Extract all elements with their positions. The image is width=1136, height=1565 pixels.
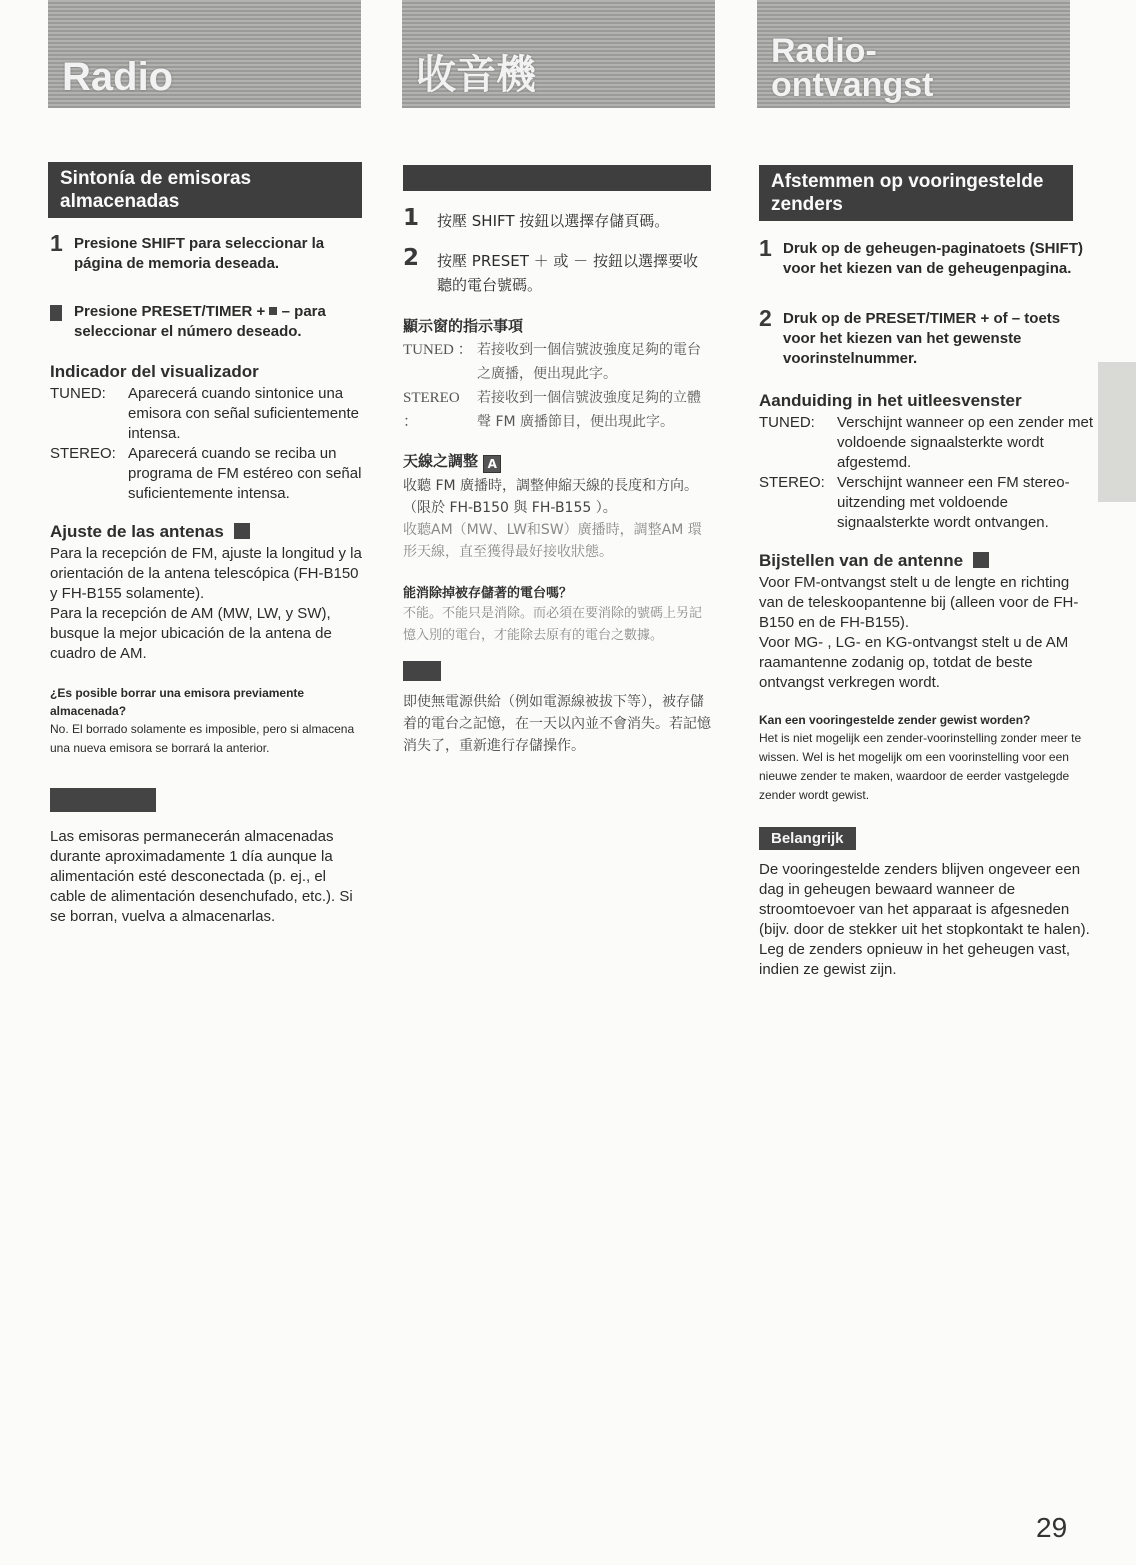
antenna-text-zh-2: 收聽AM（MW、LW和SW）廣播時，調整AM 環形天線，直至獲得最好接收狀態。 (403, 522, 702, 560)
column-nl (759, 165, 1093, 980)
page-number: 29 (1036, 1512, 1068, 1543)
header-title-nl: Radio-ontvangst (771, 32, 934, 104)
antenna-text-nl-2: Voor MG- , LG- en KG-ontvangst stelt u de AM raamantenne zodanig op, totdat de beste ontvangst verkregen wordt. (759, 634, 1069, 691)
indicator-stereo-nl: STEREO: Verschijnt wanneer een FM stereo-uitzending met voldoende signaalsterkte wordt ontvangen. (759, 474, 1070, 531)
indicator-tuned-zh: TUNED ： 若接收到一個信號波強度足夠的電台之廣播，便出現此字。 (403, 342, 701, 382)
antenna-title-nl: Bijstellen van de antenne (759, 551, 1093, 571)
square-icon (269, 307, 277, 315)
note-text-es: Las emisoras permanecerán almacenadas durante aproximadamente 1 día aunque la alimentación esté desconectada (p. ej., el cable de alimentación desenchufado, etc.). Si se borran, vuelva a almacenarlas. (50, 828, 353, 925)
antenna-text-zh-1: 收聽 FM 廣播時，調整伸縮天線的長度和方向。（限於 FH-B150 與 FH-B155 ）。 (403, 478, 699, 516)
antenna-text-es-1: Para la recepción de FM, ajuste la longitud y la orientación de la antena telescópica (FH-B150 y FH-B155 solamente). (50, 545, 362, 602)
square-icon (234, 523, 250, 539)
header-title-zh: 收音機 (416, 52, 536, 98)
section-title-es: Sintonía de emisoras almacenadas (48, 162, 362, 218)
step-number: 1 (759, 235, 772, 261)
question-answer-zh: 不能。不能只是消除。而必須在要消除的號碼上另記憶入別的電台，才能除去原有的電台之數據。 (403, 606, 703, 643)
step-text: Druk op de PRESET/TIMER + of – toets voor het kiezen van het gewenste voorinstelnummer. (783, 310, 1061, 367)
note-label-zh (403, 661, 441, 681)
antenna-text-es-2: Para la recepción de AM (MW, LW, y SW), busque la mejor ubicación de la antena de cuadro de AM. (50, 605, 332, 662)
antenna-title-zh: 天線之調整 A (403, 450, 711, 473)
note-text-zh: 即使無電源供給（例如電源線被拔下等），被存儲着的電台之記憶，在一天以內並不會消失。若記憶消失了，重新進行存儲操作。 (403, 694, 711, 754)
header-band-nl (757, 0, 1070, 108)
indicator-stereo-zh: STEREO ： 若接收到一個信號波強度足夠的立體聲 FM 廣播節目，便出現此字。 (403, 390, 701, 430)
header-band-zh (402, 0, 715, 108)
antenna-text-nl-1: Voor FM-ontvangst stelt u de lengte en richting van de teleskoopantenne bij (alleen voor de FH-B150 en de FH-B155). (759, 574, 1079, 631)
square-icon (973, 552, 989, 568)
step-number: 1 (50, 230, 63, 256)
question-answer-nl: Het is niet mogelijk een zender-voorinstelling zonder meer te wissen. Wel is het mogelijk om een voorinstelling voor een nieuwe zender te maken, waardoor de eerder vastgelegde zender wordt gewist. (759, 731, 1082, 802)
step-text: Druk op de geheugen-paginatoets (SHIFT) voor het kiezen van de geheugenpagina. (783, 240, 1084, 277)
step-2-square-icon (50, 305, 62, 321)
step-text: Presione SHIFT para seleccionar la página de memoria deseada. (74, 235, 325, 272)
section-title-zh (403, 165, 711, 191)
step-text: 按壓 SHIFT 按鈕以選擇存儲頁碼。 (437, 212, 670, 230)
indicator-title-zh: 顯示窗的指示事項 (403, 317, 524, 335)
step-2-nl (759, 305, 1093, 369)
column-zh (403, 165, 711, 757)
header-band-es (48, 0, 361, 108)
step-number: 2 (403, 245, 420, 271)
question-answer-es: No. El borrado solamente es imposible, pero si almacena una nueva emisora se borrará la anterior. (50, 722, 355, 755)
section-title-nl: Afstemmen op vooringestelde zenders (759, 165, 1073, 221)
step-number: 2 (759, 305, 772, 331)
step-number: 1 (403, 205, 420, 231)
edge-tab (1098, 362, 1136, 502)
indicator-title-es: Indicador del visualizador (50, 362, 259, 381)
note-label-es (50, 788, 156, 812)
step-1-es (50, 230, 362, 274)
step-2-es (50, 302, 362, 342)
question-title-zh: 能消除掉被存儲著的電台嗎？ (403, 586, 573, 601)
figure-a-icon: A (483, 455, 501, 473)
question-title-nl: Kan een vooringestelde zender gewist worden? (759, 713, 1031, 727)
note-label-nl: Belangrijk (759, 827, 856, 850)
step-2-zh (403, 245, 711, 297)
header-title-es: Radio (62, 55, 174, 99)
note-text-nl: De vooringestelde zenders blijven ongeveer een dag in geheugen bewaard wanneer de stroomtoevoer van het apparaat is afgesneden (bijv. door de stekker uit het stopkontakt te halen). Leg de zenders opnieuw in het geheugen vast, indien ze gewist zijn. (759, 861, 1090, 978)
step-text: Presione PRESET/TIMER + – para seleccionar el número deseado. (74, 303, 326, 340)
step-1-zh (403, 205, 711, 233)
step-1-nl (759, 235, 1093, 279)
indicator-stereo-es: STEREO: Aparecerá cuando se reciba un programa de FM estéreo con señal suficientemente intensa. (50, 445, 362, 502)
indicator-title-nl: Aanduiding in het uitleesvenster (759, 391, 1022, 410)
column-es (50, 162, 362, 927)
step-number-mark (50, 298, 62, 325)
antenna-title-es: Ajuste de las antenas (50, 522, 362, 542)
question-title-es: ¿Es posible borrar una emisora previamente almacenada? (50, 686, 305, 718)
indicator-tuned-es: TUNED: Aparecerá cuando sintonice una emisora con señal suficientemente intensa. (50, 385, 359, 442)
step-text: 按壓 PRESET ＋ 或 － 按鈕以選擇要收聽的電台號碼。 (437, 252, 698, 294)
indicator-tuned-nl: TUNED: Verschijnt wanneer op een zender met voldoende signaalsterkte wordt afgestemd. (759, 414, 1093, 471)
